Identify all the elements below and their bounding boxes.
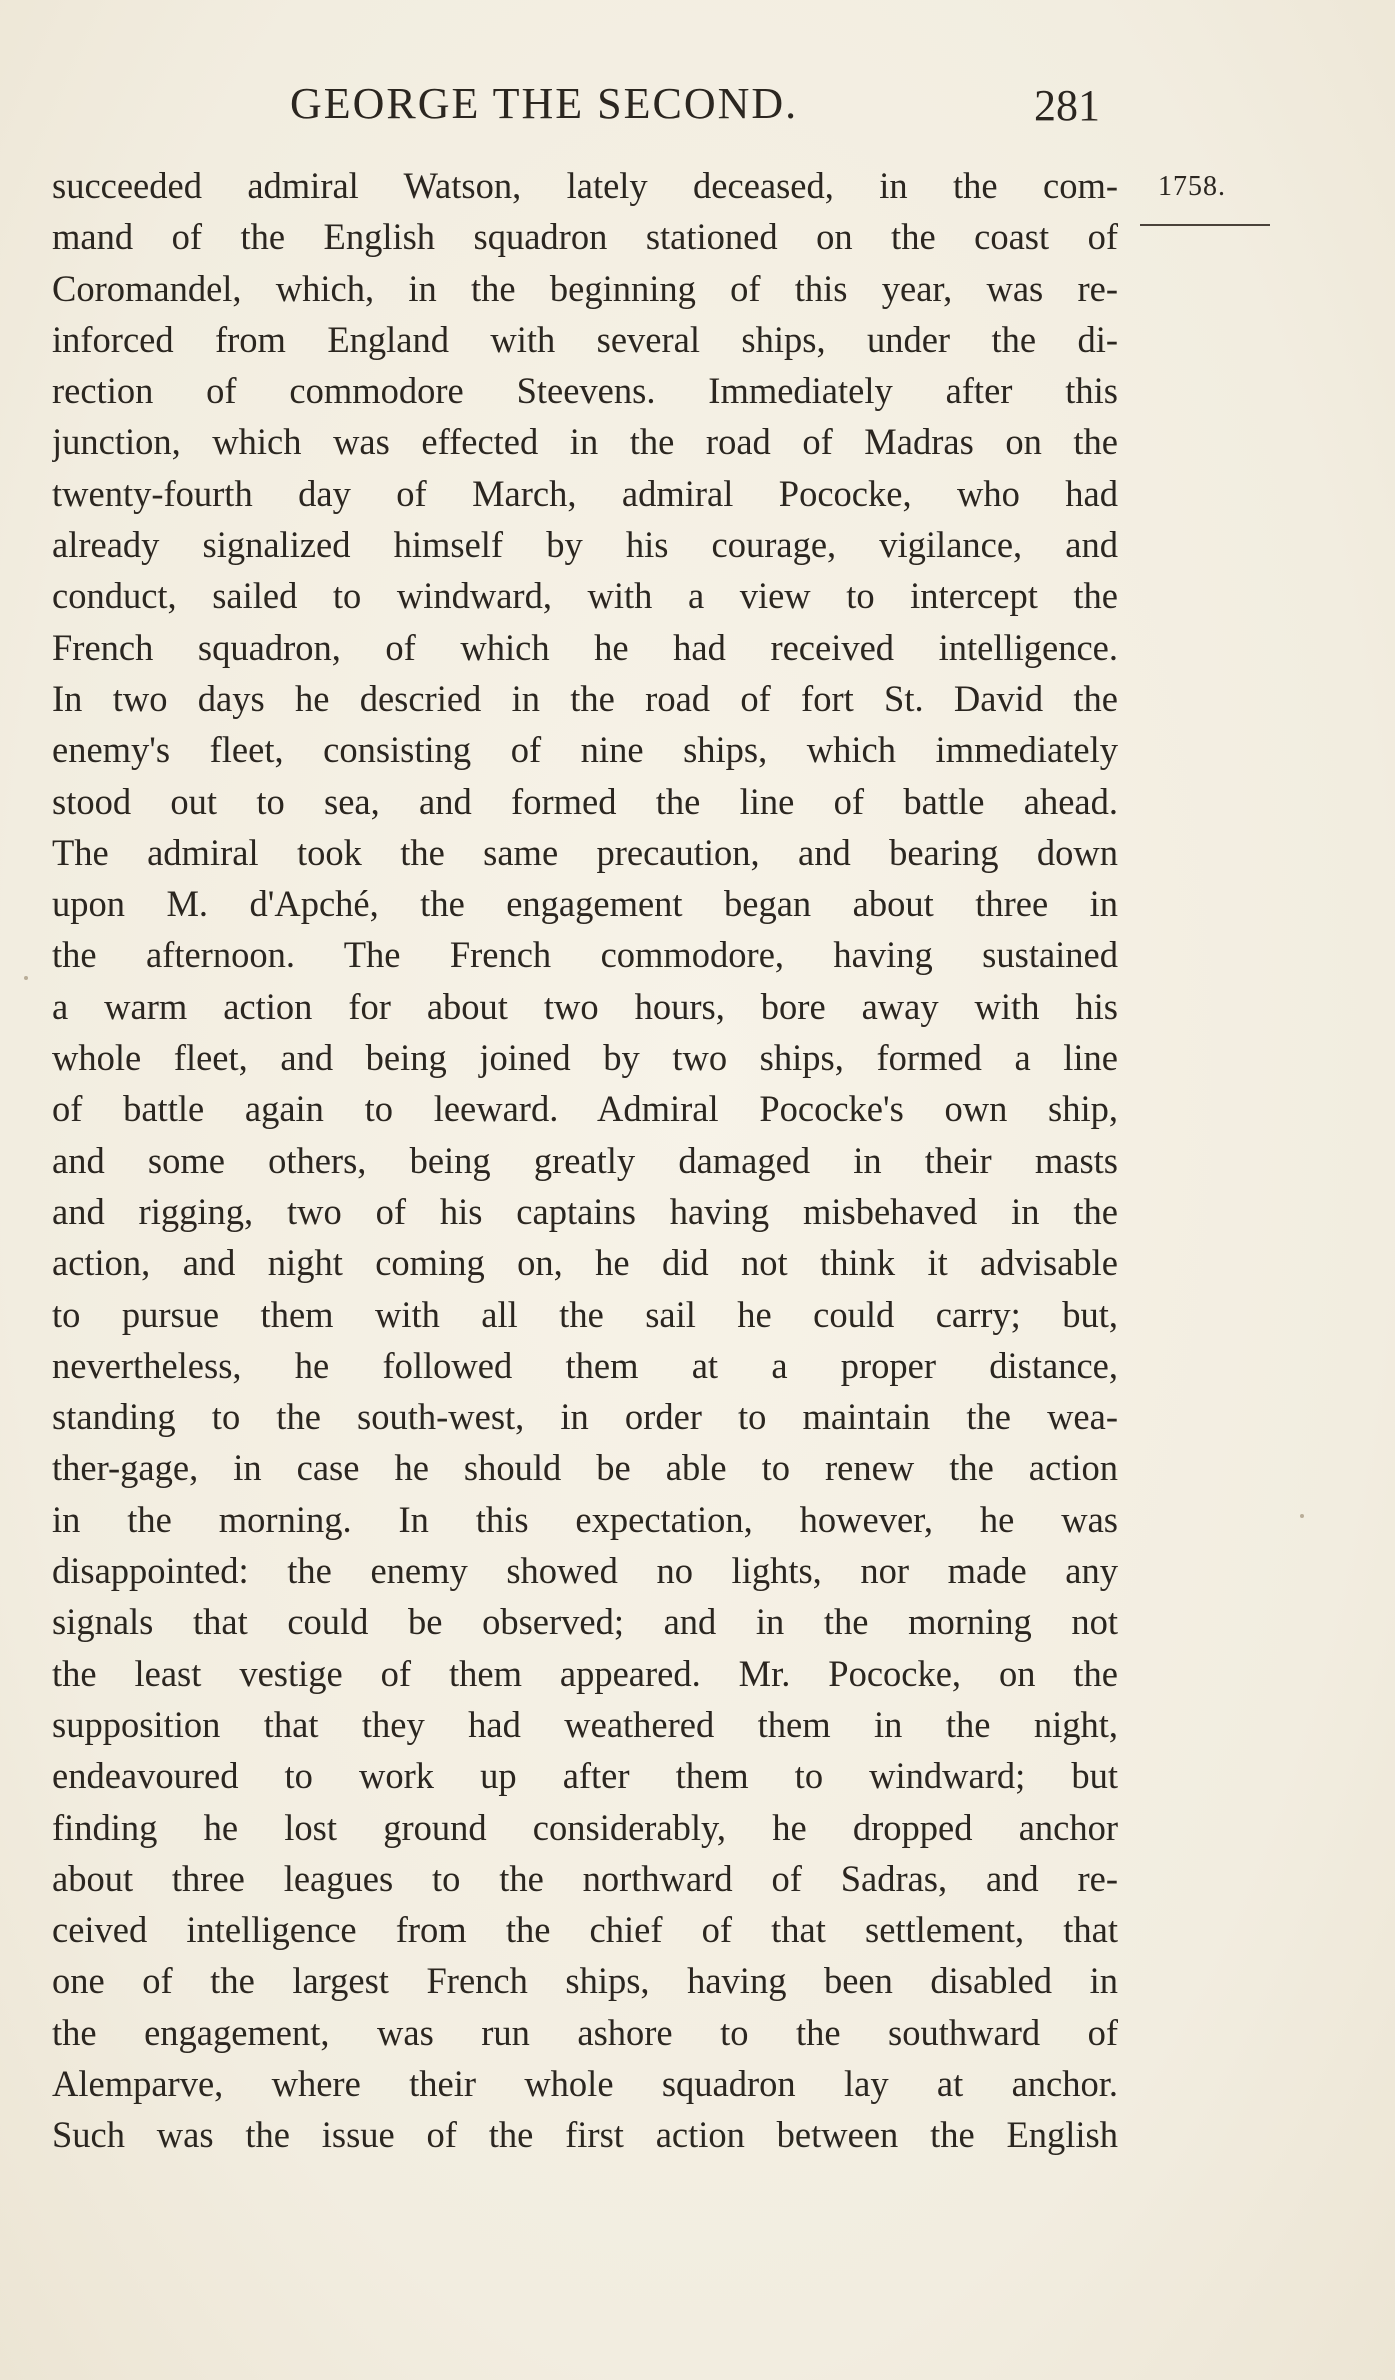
text-line: finding he lost ground considerably, he dropped anchor bbox=[52, 1806, 1118, 1848]
margin-year-note: 1758. bbox=[1158, 171, 1226, 202]
text-line: mand of the English squadron stationed on the coast of bbox=[52, 216, 1118, 258]
text-line: endeavoured to work up after them to windward; but bbox=[52, 1755, 1118, 1797]
text-line: action, and night coming on, he did not think it advisable bbox=[52, 1242, 1118, 1284]
text-line: and rigging, two of his captains having misbehaved in the bbox=[52, 1190, 1118, 1232]
text-line: supposition that they had weathered them in the night, bbox=[52, 1703, 1118, 1745]
margin-divider-rule bbox=[1140, 224, 1270, 226]
text-line: already signalized himself by his courage, vigilance, and bbox=[52, 524, 1118, 566]
text-line: and some others, being greatly damaged in their masts bbox=[52, 1139, 1118, 1181]
text-line: the least vestige of them appeared. Mr. Pococke, on the bbox=[52, 1652, 1118, 1694]
text-line: Coromandel, which, in the beginning of this year, was re- bbox=[52, 267, 1118, 309]
body-text bbox=[52, 160, 1118, 2161]
text-line: of battle again to leeward. Admiral Pococke's own ship, bbox=[52, 1088, 1118, 1130]
text-line: stood out to sea, and formed the line of battle ahead. bbox=[52, 780, 1118, 822]
text-line: one of the largest French ships, having been disabled in bbox=[52, 1960, 1118, 2002]
text-line: twenty-fourth day of March, admiral Pococke, who had bbox=[52, 472, 1118, 514]
text-line: the afternoon. The French commodore, having sustained bbox=[52, 934, 1118, 976]
text-line: conduct, sailed to windward, with a view to intercept the bbox=[52, 575, 1118, 617]
text-line: succeeded admiral Watson, lately deceased, in the com- bbox=[52, 165, 1118, 206]
text-line: Alemparve, where their whole squadron lay at anchor. bbox=[52, 2062, 1118, 2104]
paper-speck bbox=[24, 976, 28, 980]
text-line: In two days he descried in the road of fort St. David the bbox=[52, 677, 1118, 719]
text-line: standing to the south-west, in order to maintain the wea- bbox=[52, 1396, 1118, 1438]
text-line: French squadron, of which he had received intelligence. bbox=[52, 626, 1118, 668]
text-line: inforced from England with several ships, under the di- bbox=[52, 318, 1118, 360]
text-line: signals that could be observed; and in the morning not bbox=[52, 1601, 1118, 1643]
text-line: whole fleet, and being joined by two ships, formed a line bbox=[52, 1037, 1118, 1079]
text-line: ther-gage, in case he should be able to renew the action bbox=[52, 1447, 1118, 1489]
text-line: a warm action for about two hours, bore away with his bbox=[52, 985, 1118, 1027]
page-number: 281 bbox=[1034, 81, 1100, 130]
text-line: to pursue them with all the sail he could carry; but, bbox=[52, 1293, 1118, 1335]
text-line: disappointed: the enemy showed no lights, nor made any bbox=[52, 1550, 1118, 1592]
text-line: about three leagues to the northward of Sadras, and re- bbox=[52, 1857, 1118, 1899]
text-line: enemy's fleet, consisting of nine ships, which immediately bbox=[52, 729, 1118, 771]
text-line: rection of commodore Steevens. Immediately after this bbox=[52, 370, 1118, 412]
text-line: nevertheless, he followed them at a proper distance, bbox=[52, 1344, 1118, 1386]
text-line: junction, which was effected in the road of Madras on the bbox=[52, 421, 1118, 463]
paper-speck bbox=[1300, 1514, 1304, 1518]
text-line: in the morning. In this expectation, however, he was bbox=[52, 1498, 1118, 1540]
text-line: the engagement, was run ashore to the southward of bbox=[52, 2011, 1118, 2053]
text-line: Such was the issue of the first action between the English bbox=[52, 2114, 1118, 2156]
text-line: The admiral took the same precaution, and bearing down bbox=[52, 831, 1118, 873]
running-head: GEORGE THE SECOND. bbox=[290, 79, 799, 128]
text-line: ceived intelligence from the chief of that settlement, that bbox=[52, 1909, 1118, 1951]
text-line: upon M. d'Apché, the engagement began about three in bbox=[52, 883, 1118, 925]
